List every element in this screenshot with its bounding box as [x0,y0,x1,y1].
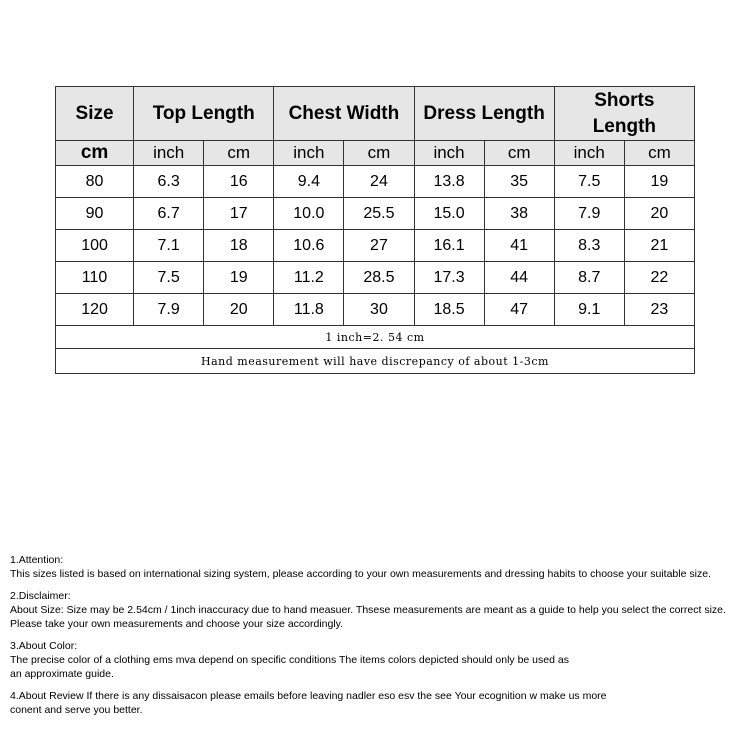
conversion-note-row [56,326,695,349]
table-row [56,198,695,230]
table-cell: 47 [484,294,554,326]
unit-cell: inch [274,141,344,166]
table-cell: 80 [56,166,134,198]
table-cell: 9.1 [554,294,624,326]
table-cell: 44 [484,262,554,294]
table-cell: 21 [624,230,694,262]
table-cell: 7.5 [134,262,204,294]
header-size: Size [56,87,134,141]
table-cell: 13.8 [414,166,484,198]
note-line: Please take your own measurements and choose your size accordingly. [10,618,344,630]
table-cell: 7.1 [134,230,204,262]
table-cell: 6.3 [134,166,204,198]
table-cell: 6.7 [134,198,204,230]
table-cell: 18.5 [414,294,484,326]
notes-section [10,553,745,725]
table-row [56,230,695,262]
note-review [10,689,745,717]
table-cell: 18 [204,230,274,262]
note-disclaimer [10,589,745,631]
table-cell: 16 [204,166,274,198]
table-row [56,166,695,198]
table-cell: 30 [344,294,414,326]
table-cell: 10.6 [274,230,344,262]
header-top-length: Top Length [134,87,274,141]
table-cell: 90 [56,198,134,230]
table-cell: 15.0 [414,198,484,230]
table-cell: 120 [56,294,134,326]
table-cell: 27 [344,230,414,262]
table-row [56,262,695,294]
note-line: an approximate guide. [10,668,114,680]
header-shorts-length [554,87,694,141]
table-cell: 19 [204,262,274,294]
unit-cell: inch [554,141,624,166]
note-title: 1.Attention: [10,554,64,566]
table-cell: 100 [56,230,134,262]
table-cell: 9.4 [274,166,344,198]
note-attention [10,553,745,581]
unit-cell: inch [414,141,484,166]
table-cell: 28.5 [344,262,414,294]
discrepancy-note-row [56,349,695,374]
note-line: This sizes listed is based on international sizing system, please according to your own measurements and dressing habits to choose your suitable size. [10,568,711,580]
table-cell: 20 [204,294,274,326]
table-cell: 23 [624,294,694,326]
table-row [56,294,695,326]
unit-cell: cm [624,141,694,166]
table-cell: 20 [624,198,694,230]
table-cell: 24 [344,166,414,198]
note-title: 3.About Color: [10,640,78,652]
note-color [10,639,745,681]
table-cell: 17 [204,198,274,230]
table-cell: 25.5 [344,198,414,230]
unit-cell: cm [484,141,554,166]
table-cell: 19 [624,166,694,198]
header-shorts-length-line2: Length [592,115,657,137]
unit-cell: cm [204,141,274,166]
table-cell: 35 [484,166,554,198]
table-cell: 41 [484,230,554,262]
table-cell: 17.3 [414,262,484,294]
note-line: 4.About Review If there is any dissaisacon please emails before leaving nadler eso esv the see Your ecognition w make us more [10,690,607,702]
table-cell: 22 [624,262,694,294]
table-cell: 8.3 [554,230,624,262]
table-cell: 7.5 [554,166,624,198]
unit-cell: inch [134,141,204,166]
table-cell: 110 [56,262,134,294]
header-row [56,87,695,141]
table-cell: 11.8 [274,294,344,326]
conversion-note: 1 inch=2. 54 cm [56,326,695,349]
note-line: conent and serve you better. [10,704,143,716]
note-line: About Size: Size may be 2.54cm / 1inch inaccuracy due to hand measuer. Thsese measurements are meant as a guide to help you select the correct size. [10,604,726,616]
unit-row [56,141,695,166]
table-cell: 16.1 [414,230,484,262]
size-chart-table [55,86,695,374]
note-title: 2.Disclaimer: [10,590,71,602]
unit-cell: cm [344,141,414,166]
table-cell: 7.9 [554,198,624,230]
unit-cell: cm [56,141,134,166]
discrepancy-note: Hand measurement will have discrepancy of about 1-3cm [56,349,695,374]
table-cell: 11.2 [274,262,344,294]
table-cell: 7.9 [134,294,204,326]
table-cell: 10.0 [274,198,344,230]
table-cell: 8.7 [554,262,624,294]
table-cell: 38 [484,198,554,230]
header-chest-width: Chest Width [274,87,414,141]
header-dress-length: Dress Length [414,87,554,141]
note-line: The precise color of a clothing ems mva depend on specific conditions The items colors depicted should only be used as [10,654,569,666]
header-shorts-length-line1: Shorts [594,89,655,111]
